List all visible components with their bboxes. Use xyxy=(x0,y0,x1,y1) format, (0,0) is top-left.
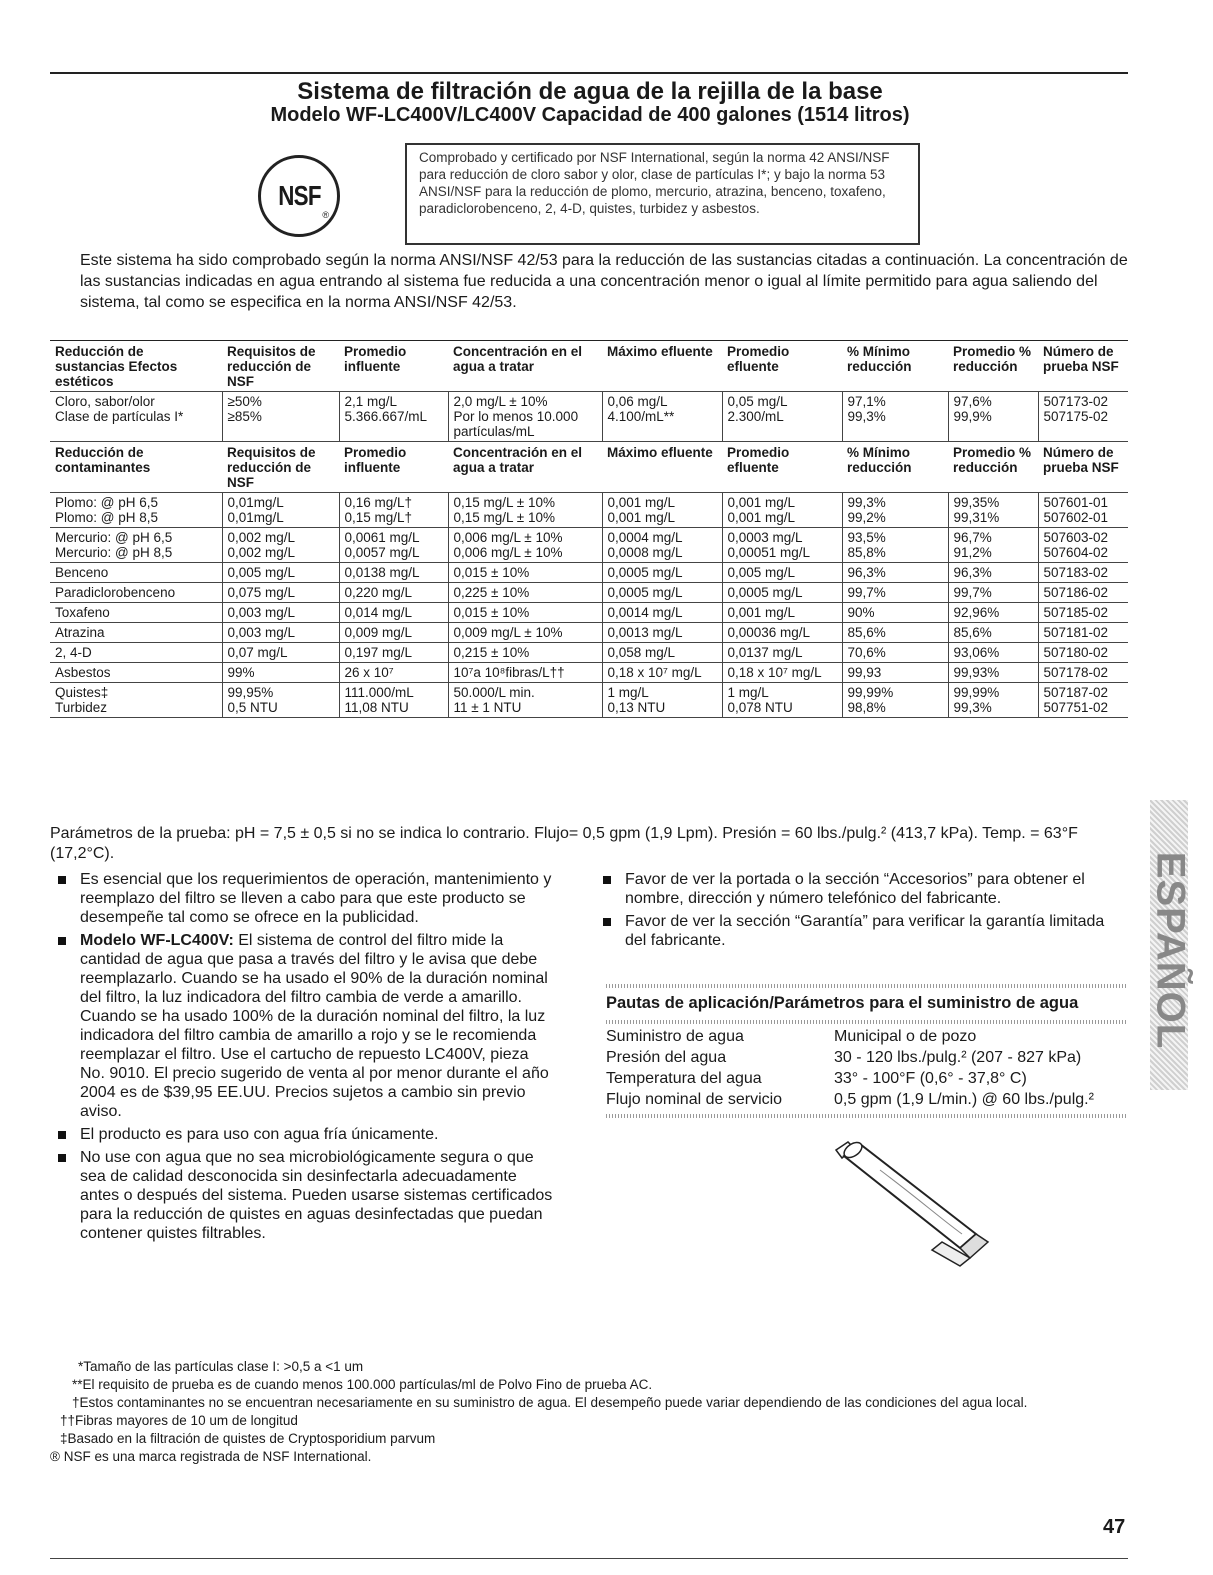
table-cell: Atrazina xyxy=(50,623,222,643)
table-row xyxy=(50,392,1128,442)
table-cell: 0,0003 mg/L 0,00051 mg/L xyxy=(722,528,842,563)
table-cell: 0,220 mg/L xyxy=(339,583,448,603)
table-cell: 0,16 mg/L† 0,15 mg/L† xyxy=(339,493,448,528)
footnote: **El requisito de prueba es de cuando menos 100.000 partículas/ml de Polvo Fino de prueba AC. xyxy=(72,1377,653,1392)
table-cell: Quistes‡ Turbidez xyxy=(50,683,222,718)
table-cell: 0,197 mg/L xyxy=(339,643,448,663)
table-cell: 70,6% xyxy=(842,643,948,663)
table-cell: 0,058 mg/L xyxy=(602,643,722,663)
column-header: Máximo efluente xyxy=(602,442,722,493)
table-cell: 0,01mg/L 0,01mg/L xyxy=(222,493,339,528)
table-cell: 1 mg/L 0,078 NTU xyxy=(722,683,842,718)
footnote: ‡Basado en la filtración de quistes de Cryptosporidium parvum xyxy=(60,1431,436,1446)
column-header: Promedio efluente xyxy=(722,442,842,493)
table-cell: 0,003 mg/L xyxy=(222,623,339,643)
list-item: El producto es para uso con agua fría únicamente. xyxy=(50,1125,555,1144)
table-row xyxy=(50,623,1128,643)
column-header: Promedio % reducción xyxy=(948,442,1038,493)
table-cell: 97,1% 99,3% xyxy=(842,392,948,442)
table-cell: 0,0014 mg/L xyxy=(602,603,722,623)
table-row: Flujo nominal de servicio 0,5 gpm (1,9 L/min.) @ 60 lbs./pulg.² xyxy=(606,1091,1094,1108)
footnote: *Tamaño de las partículas clase I: >0,5 a <1 um xyxy=(78,1359,364,1374)
column-header: % Mínimo reducción xyxy=(842,341,948,392)
table-cell: 99% xyxy=(222,663,339,683)
table-cell: Toxafeno xyxy=(50,603,222,623)
bullet-list-right xyxy=(595,870,1130,954)
table-cell: 0,006 mg/L ± 10% 0,006 mg/L ± 10% xyxy=(448,528,602,563)
table-cell: 0,07 mg/L xyxy=(222,643,339,663)
table-cell: 10⁷a 10⁸fibras/L†† xyxy=(448,663,602,683)
table-row: Presión del agua 30 - 120 lbs./pulg.² (207 - 827 kPa) xyxy=(606,1049,1082,1066)
table-row: Temperatura del agua 33° - 100°F (0,6° - 37,8° C) xyxy=(606,1070,1027,1087)
table-cell: 99,7% xyxy=(948,583,1038,603)
table-cell: 507187-02 507751-02 xyxy=(1038,683,1128,718)
table-cell: 0,0138 mg/L xyxy=(339,563,448,583)
column-header: Máximo efluente xyxy=(602,341,722,392)
table-cell: 0,015 ± 10% xyxy=(448,603,602,623)
table-cell: 0,00036 mg/L xyxy=(722,623,842,643)
page-subtitle: Modelo WF-LC400V/LC400V Capacidad de 400 galones (1514 litros) xyxy=(270,104,910,126)
table-cell: 0,001 mg/L 0,001 mg/L xyxy=(602,493,722,528)
list-item: Favor de ver la portada o la sección “Accesorios” para obtener el nombre, dirección y número telefónico del fabricante. xyxy=(595,870,1130,908)
column-header: Número de prueba NSF xyxy=(1038,442,1128,493)
page-number: 47 xyxy=(1103,1516,1126,1538)
table-cell: 0,005 mg/L xyxy=(222,563,339,583)
column-header: Promedio influente xyxy=(339,442,448,493)
table-cell: 507601-01 507602-01 xyxy=(1038,493,1128,528)
table-cell: 99,93 xyxy=(842,663,948,683)
language-tab: ESPAÑOL xyxy=(1150,800,1188,1090)
table-row xyxy=(50,528,1128,563)
list-item: Es esencial que los requerimientos de operación, mantenimiento y reemplazo del filtro se lleven a cabo para que este producto se desempeñe tal como se ofrece en la publicidad. xyxy=(50,870,555,927)
table-cell: Mercurio: @ pH 6,5 Mercurio: @ pH 8,5 xyxy=(50,528,222,563)
table-cell: 0,0005 mg/L xyxy=(722,583,842,603)
page-title: Sistema de filtración de agua de la rejilla de la base xyxy=(297,78,883,105)
table-cell: 0,15 mg/L ± 10% 0,15 mg/L ± 10% xyxy=(448,493,602,528)
table-header-row xyxy=(50,341,1128,392)
table-cell: Plomo: @ pH 6,5 Plomo: @ pH 8,5 xyxy=(50,493,222,528)
bottom-rule xyxy=(50,1558,1128,1559)
column-header: % Mínimo reducción xyxy=(842,442,948,493)
footnotes xyxy=(50,1358,1130,1466)
table-cell: 26 x 10⁷ xyxy=(339,663,448,683)
performance-table xyxy=(50,340,1128,718)
table-cell: Paradiclorobenceno xyxy=(50,583,222,603)
table-cell: 0,0061 mg/L 0,0057 mg/L xyxy=(339,528,448,563)
table-cell: 99,95% 0,5 NTU xyxy=(222,683,339,718)
table-cell: 96,3% xyxy=(842,563,948,583)
dotted-divider xyxy=(606,1020,1128,1024)
table-cell: 50.000/L min. 11 ± 1 NTU xyxy=(448,683,602,718)
table-cell: 0,001 mg/L 0,001 mg/L xyxy=(722,493,842,528)
table-cell: 0,18 x 10⁷ mg/L xyxy=(602,663,722,683)
bullet-list-left xyxy=(50,870,555,1247)
table-cell: 0,015 ± 10% xyxy=(448,563,602,583)
table-cell: 0,0005 mg/L xyxy=(602,563,722,583)
table-cell: 0,002 mg/L 0,002 mg/L xyxy=(222,528,339,563)
guidelines-table xyxy=(606,1026,1131,1110)
column-header: Promedio % reducción xyxy=(948,341,1038,392)
certification-box: Comprobado y certificado por NSF International, según la norma 42 ANSI/NSF para reducción de cloro sabor y olor, clase de partículas I*; y bajo la norma 53 ANSI/NSF para la reducción de plomo, mercurio, atrazina, benceno, toxafeno, paradiclorobenceno, 2, 4-D, quistes, turbidez y asbestos. xyxy=(405,143,920,245)
table-cell: 1 mg/L 0,13 NTU xyxy=(602,683,722,718)
table-cell: 0,005 mg/L xyxy=(722,563,842,583)
table-header-row xyxy=(50,442,1128,493)
table-cell: 0,009 mg/L xyxy=(339,623,448,643)
guidelines-title: Pautas de aplicación/Parámetros para el suministro de agua xyxy=(606,994,1079,1012)
table-cell: 2,0 mg/L ± 10% Por lo menos 10.000 partículas/mL xyxy=(448,392,602,442)
top-rule xyxy=(50,72,1128,74)
table-row xyxy=(50,683,1128,718)
table-cell: 85,6% xyxy=(948,623,1038,643)
table-cell: 507186-02 xyxy=(1038,583,1128,603)
table-cell: 507178-02 xyxy=(1038,663,1128,683)
table-cell: 2,1 mg/L 5.366.667/mL xyxy=(339,392,448,442)
table-cell: 0,014 mg/L xyxy=(339,603,448,623)
table-cell: 92,96% xyxy=(948,603,1038,623)
table-cell: 0,003 mg/L xyxy=(222,603,339,623)
table-cell: 99,35% 99,31% xyxy=(948,493,1038,528)
table-row: Suministro de agua Municipal o de pozo xyxy=(606,1028,977,1045)
list-item: Favor de ver la sección “Garantía” para verificar la garantía limitada del fabricante. xyxy=(595,912,1130,950)
column-header: Reducción de contaminantes xyxy=(50,442,222,493)
table-cell: 507181-02 xyxy=(1038,623,1128,643)
table-cell: 0,0013 mg/L xyxy=(602,623,722,643)
dotted-divider xyxy=(606,1114,1128,1118)
list-item: No use con agua que no sea microbiológicamente segura o que sea de calidad desconocida sin desinfectarla adecuadamente antes o después del sistema. Pueden usarse sistemas certificados para la reducción de quistes en aguas desinfectadas que puedan contener quistes filtrables. xyxy=(50,1148,555,1243)
registered-mark: ® xyxy=(322,210,329,220)
table-cell: 0,075 mg/L xyxy=(222,583,339,603)
model-label: Modelo WF-LC400V: xyxy=(80,932,234,949)
table-cell: 0,0004 mg/L 0,0008 mg/L xyxy=(602,528,722,563)
table-cell: 507183-02 xyxy=(1038,563,1128,583)
table-cell: 99,93% xyxy=(948,663,1038,683)
table-cell: 97,6% 99,9% xyxy=(948,392,1038,442)
table-cell: 0,215 ± 10% xyxy=(448,643,602,663)
table-cell: 507603-02 507604-02 xyxy=(1038,528,1128,563)
table-cell: 507173-02 507175-02 xyxy=(1038,392,1128,442)
table-cell: 96,7% 91,2% xyxy=(948,528,1038,563)
nsf-logo-text: NSF xyxy=(277,180,321,211)
test-parameters: Parámetros de la prueba: pH = 7,5 ± 0,5 si no se indica lo contrario. Flujo= 0,5 gpm (1,9 Lpm). Presión = 60 lbs./pulg.² (413,7 kPa). Temp. = 63°F (17,2°C). xyxy=(50,825,1078,862)
table-cell: 96,3% xyxy=(948,563,1038,583)
column-header: Concentración en el agua a tratar xyxy=(448,442,602,493)
table-cell: Benceno xyxy=(50,563,222,583)
filter-cartridge-illustration xyxy=(820,1130,1000,1270)
table-cell: 85,6% xyxy=(842,623,948,643)
table-cell: 507180-02 xyxy=(1038,643,1128,663)
footnote: †Estos contaminantes no se encuentran necesariamente en su suministro de agua. El desempeño puede variar dependiendo de las condiciones del agua local. xyxy=(72,1395,1028,1410)
column-header: Promedio efluente xyxy=(722,341,842,392)
footnote: ††Fibras mayores de 10 um de longitud xyxy=(60,1413,298,1428)
table-cell: 507185-02 xyxy=(1038,603,1128,623)
table-cell: Asbestos xyxy=(50,663,222,683)
table-cell: 0,0005 mg/L xyxy=(602,583,722,603)
column-header: Número de prueba NSF xyxy=(1038,341,1128,392)
table-cell: 90% xyxy=(842,603,948,623)
table-cell: ≥50% ≥85% xyxy=(222,392,339,442)
column-header: Promedio influente xyxy=(339,341,448,392)
dotted-divider xyxy=(606,984,1128,988)
table-cell: 0,06 mg/L 4.100/mL** xyxy=(602,392,722,442)
table-cell: 0,225 ± 10% xyxy=(448,583,602,603)
nsf-logo xyxy=(258,155,340,237)
table-cell: 93,5% 85,8% xyxy=(842,528,948,563)
table-cell: 99,3% 99,2% xyxy=(842,493,948,528)
table-cell: 2, 4-D xyxy=(50,643,222,663)
table-cell: 0,05 mg/L 2.300/mL xyxy=(722,392,842,442)
table-cell: 0,001 mg/L xyxy=(722,603,842,623)
table-cell: 0,009 mg/L ± 10% xyxy=(448,623,602,643)
table-row xyxy=(50,663,1128,683)
table-cell: 99,99% 99,3% xyxy=(948,683,1038,718)
table-cell: 111.000/mL 11,08 NTU xyxy=(339,683,448,718)
table-row xyxy=(50,583,1128,603)
table-row xyxy=(50,643,1128,663)
table-cell: 99,7% xyxy=(842,583,948,603)
table-cell: 0,18 x 10⁷ mg/L xyxy=(722,663,842,683)
table-cell: 99,99% 98,8% xyxy=(842,683,948,718)
table-row xyxy=(50,603,1128,623)
table-cell: 93,06% xyxy=(948,643,1038,663)
intro-paragraph: Este sistema ha sido comprobado según la norma ANSI/NSF 42/53 para la reducción de las sustancias citadas a continuación. La concentración de las sustancias indicadas en agua entrando al sistema fue reducida a una concentración menor o igual al límite permitido para agua saliendo del sistema, tal como se especifica en la norma ANSI/NSF 42/53. xyxy=(80,252,1128,311)
column-header: Concentración en el agua a tratar xyxy=(448,341,602,392)
list-item: Modelo WF-LC400V: El sistema de control del filtro mide la cantidad de agua que pasa a través del filtro y le avisa que debe reemplazarlo. Cuando se ha usado el 90% de la duración nominal del filtro, la luz indicadora del filtro cambia de verde a amarillo. Cuando se ha usado 100% de la duración nominal del filtro, la luz indicadora del filtro cambia de amarillo a rojo y se le recomienda reemplazar el filtro. Use el cartucho de repuesto LC400V, pieza No. 9010. El precio sugerido de venta al por menor durante el año 2004 es de $39,95 EE.UU. Precios sujetos a cambio sin previo aviso. xyxy=(50,931,555,1121)
table-row xyxy=(50,493,1128,528)
table-row xyxy=(50,563,1128,583)
table-cell: Cloro, sabor/olor Clase de partículas I* xyxy=(50,392,222,442)
table-cell: 0,0137 mg/L xyxy=(722,643,842,663)
column-header: Requisitos de reducción de NSF xyxy=(222,341,339,392)
footnote: ® NSF es una marca registrada de NSF International. xyxy=(50,1449,372,1464)
column-header: Reducción de sustancias Efectos estéticos xyxy=(50,341,222,392)
column-header: Requisitos de reducción de NSF xyxy=(222,442,339,493)
